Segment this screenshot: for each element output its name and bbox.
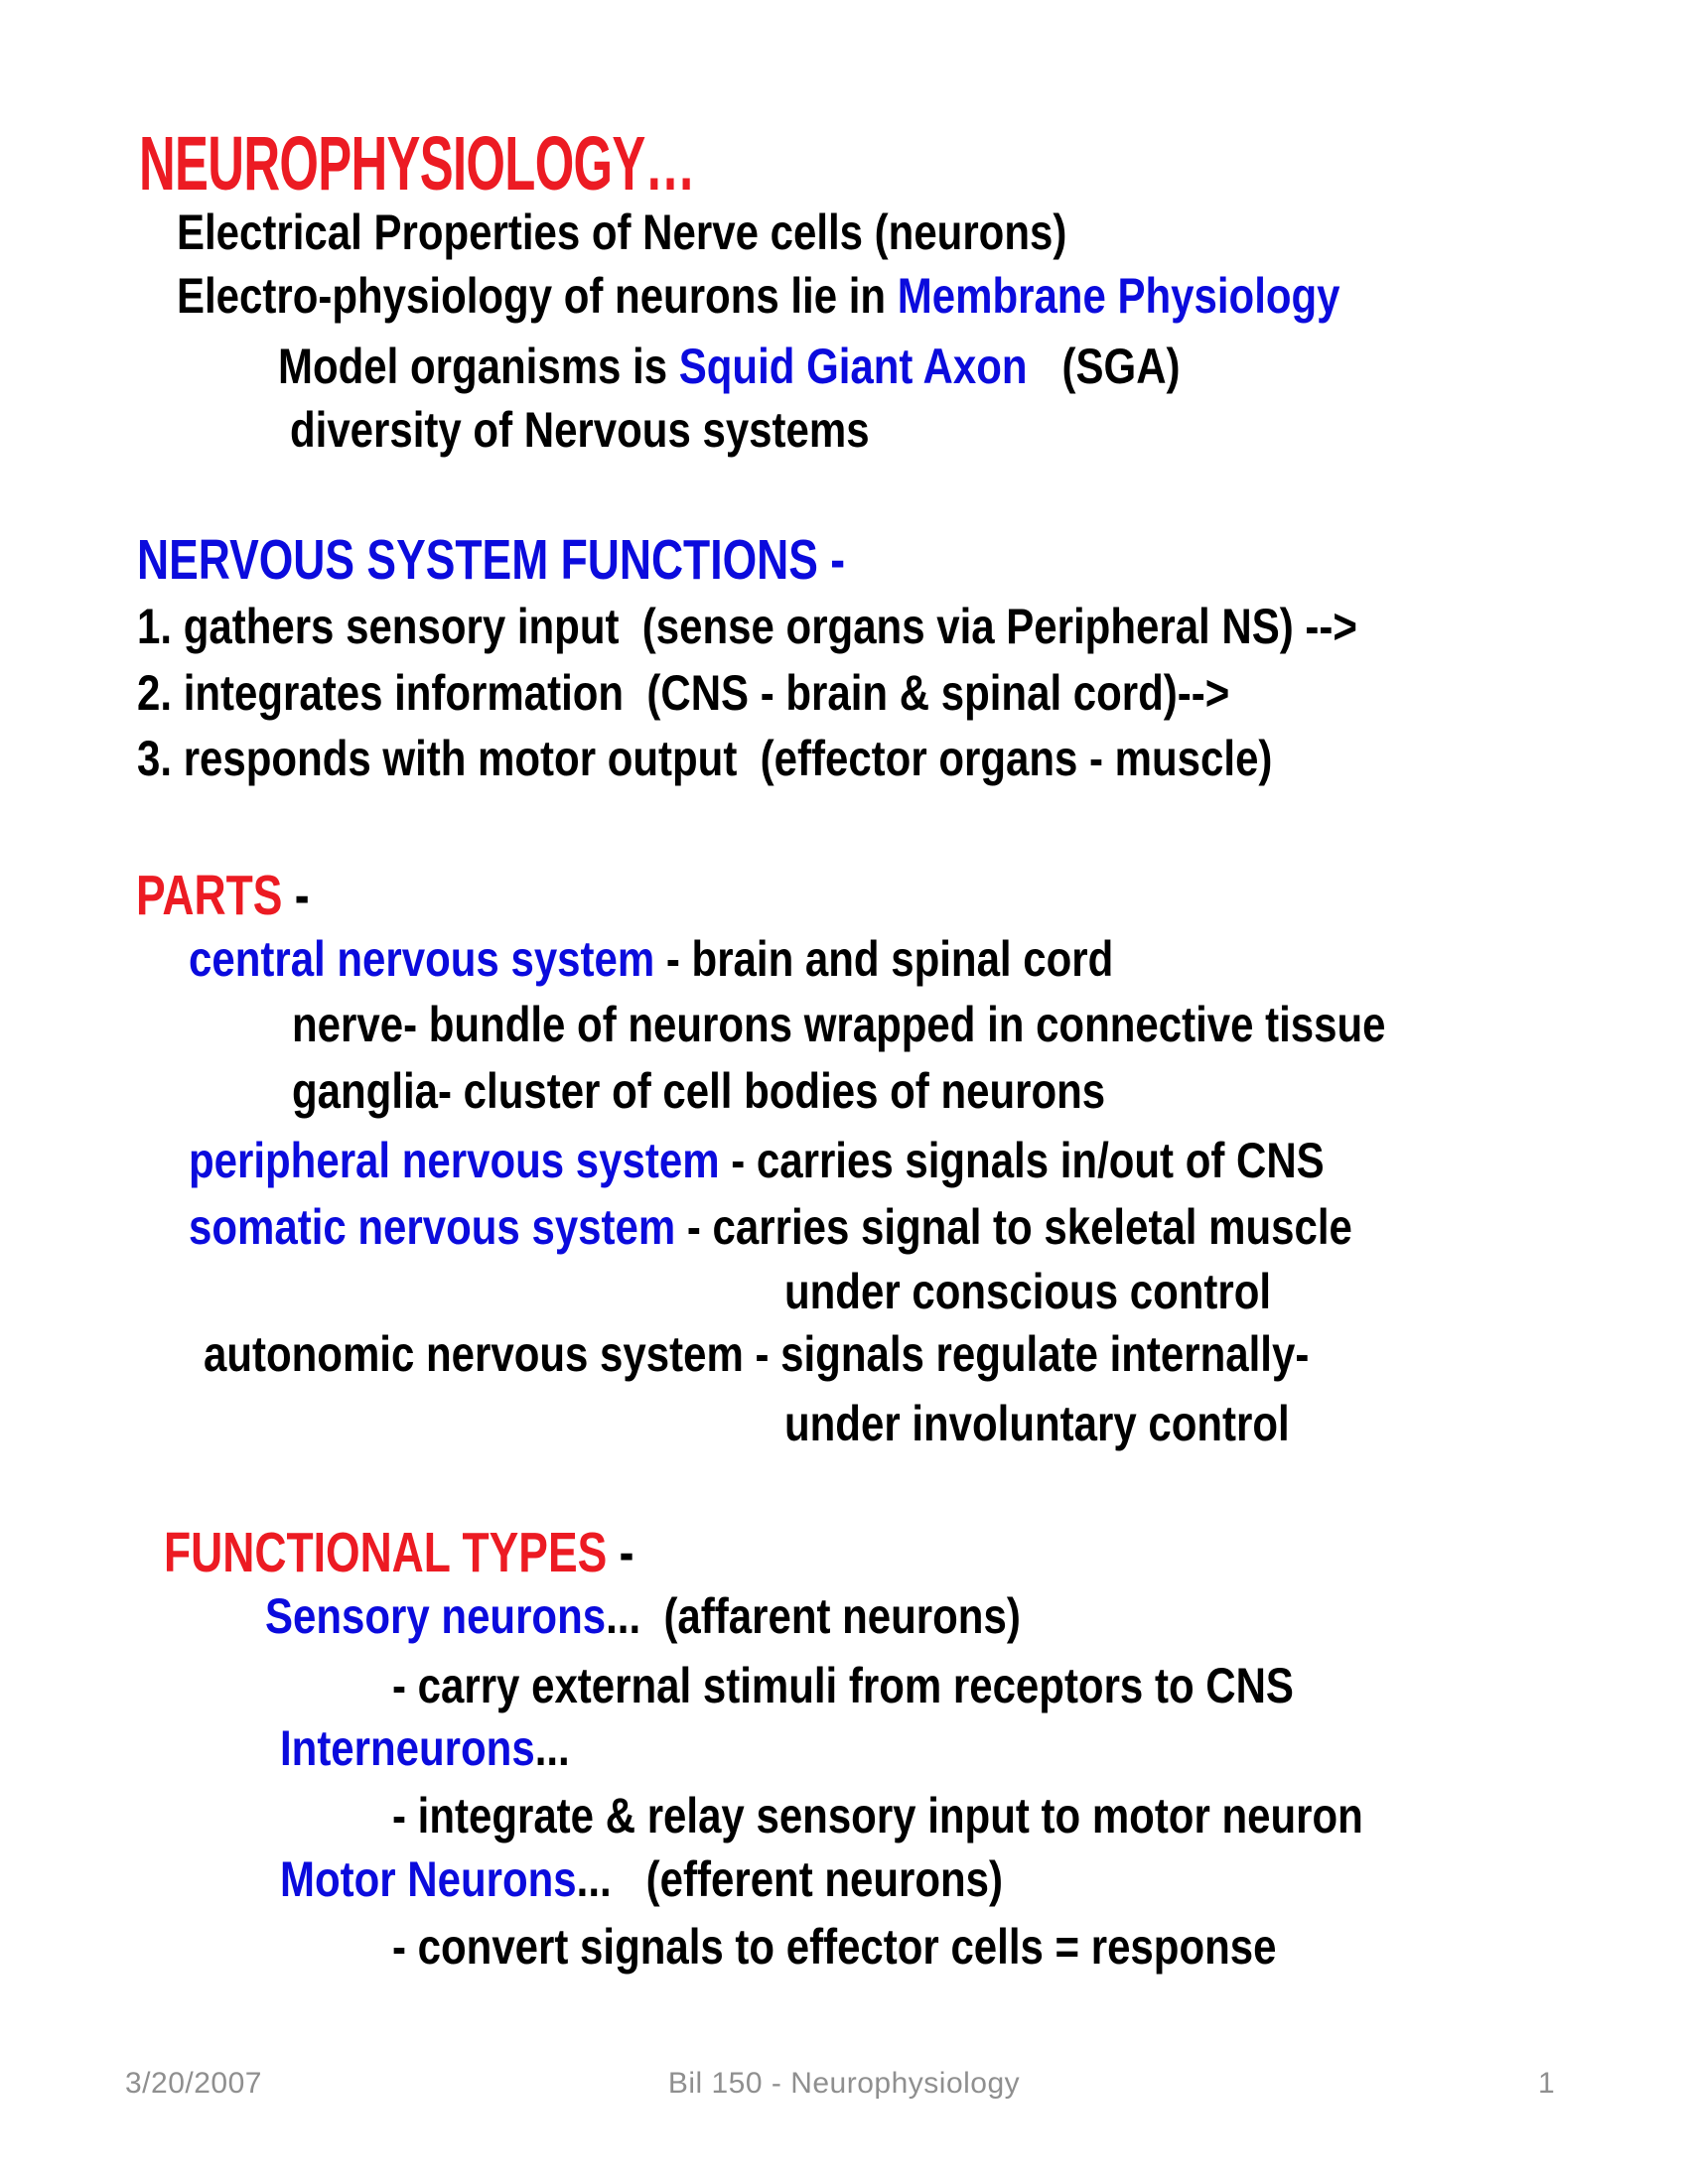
intro-electro-blue: Membrane Physiology [897,268,1340,324]
parts-heading-red: PARTS [136,864,283,927]
functions-heading: NERVOUS SYSTEM FUNCTIONS - [137,528,846,592]
slide-title: NEUROPHYSIOLOGY… [139,121,695,206]
functions-item-2: 2. integrates information (CNS - brain & spinal cord)--> [137,665,1230,721]
functions-item-1: 1. gathers sensory input (sense organs via Peripheral NS) --> [137,599,1357,654]
intro-electro-black: Electro-physiology of neurons lie in [177,268,898,324]
parts-cns-def: - brain and spinal cord [654,931,1114,987]
types-inter-term: Interneurons [280,1720,535,1776]
types-inter-tail: ... [534,1720,570,1776]
types-line-sensory [265,1590,1021,1643]
parts-somatic-def: - carries signal to skeletal muscle [675,1199,1352,1255]
parts-line-nerve: nerve- bundle of neurons wrapped in connective tissue [292,997,1386,1052]
parts-pns-term: peripheral nervous system [189,1133,720,1188]
parts-line-autonomic: autonomic nervous system - signals regulate internally- [204,1326,1310,1382]
intro-model-tail: (SGA) [1027,339,1181,394]
parts-heading-tail: - [282,864,310,927]
parts-line-somatic-cont: under conscious control [784,1264,1272,1319]
types-line-inter-desc: - integrate & relay sensory input to motor neuron [392,1788,1363,1843]
parts-line-cns [189,933,1113,986]
parts-line-somatic [189,1201,1352,1254]
footer-date: 3/20/2007 [125,2067,262,2100]
types-motor-term: Motor Neurons [280,1851,577,1907]
types-heading [164,1521,634,1584]
parts-line-ganglia: ganglia- cluster of cell bodies of neurons [292,1063,1106,1119]
types-motor-tail: ... (efferent neurons) [576,1851,1004,1907]
intro-line-diversity: diversity of Nervous systems [290,402,870,458]
footer-page-number: 1 [1538,2067,1556,2100]
functions-item-3: 3. responds with motor output (effector organs - muscle) [137,731,1273,786]
types-line-motor-desc: - convert signals to effector cells = response [392,1919,1277,1975]
intro-line-electro [177,270,1340,323]
parts-line-autonomic-cont: under involuntary control [784,1396,1290,1451]
types-line-motor [280,1853,1003,1906]
parts-line-pns [189,1135,1325,1187]
types-sensory-term: Sensory neurons [265,1588,607,1644]
intro-model-blue: Squid Giant Axon [678,339,1028,394]
types-line-inter [280,1722,570,1775]
types-heading-tail: - [607,1521,634,1584]
intro-line-model [278,341,1181,393]
parts-pns-def: - carries signals in/out of CNS [719,1133,1325,1188]
footer-course: Bil 150 - Neurophysiology [667,2067,1021,2100]
intro-model-black: Model organisms is [278,339,679,394]
intro-line-electrical: Electrical Properties of Nerve cells (neurons) [177,205,1067,260]
types-heading-red: FUNCTIONAL TYPES [164,1521,608,1584]
parts-cns-term: central nervous system [189,931,655,987]
parts-somatic-term: somatic nervous system [189,1199,676,1255]
types-sensory-tail: ... (affarent neurons) [606,1588,1021,1644]
types-line-sensory-desc: - carry external stimuli from receptors to CNS [392,1658,1294,1713]
parts-heading [136,864,310,927]
